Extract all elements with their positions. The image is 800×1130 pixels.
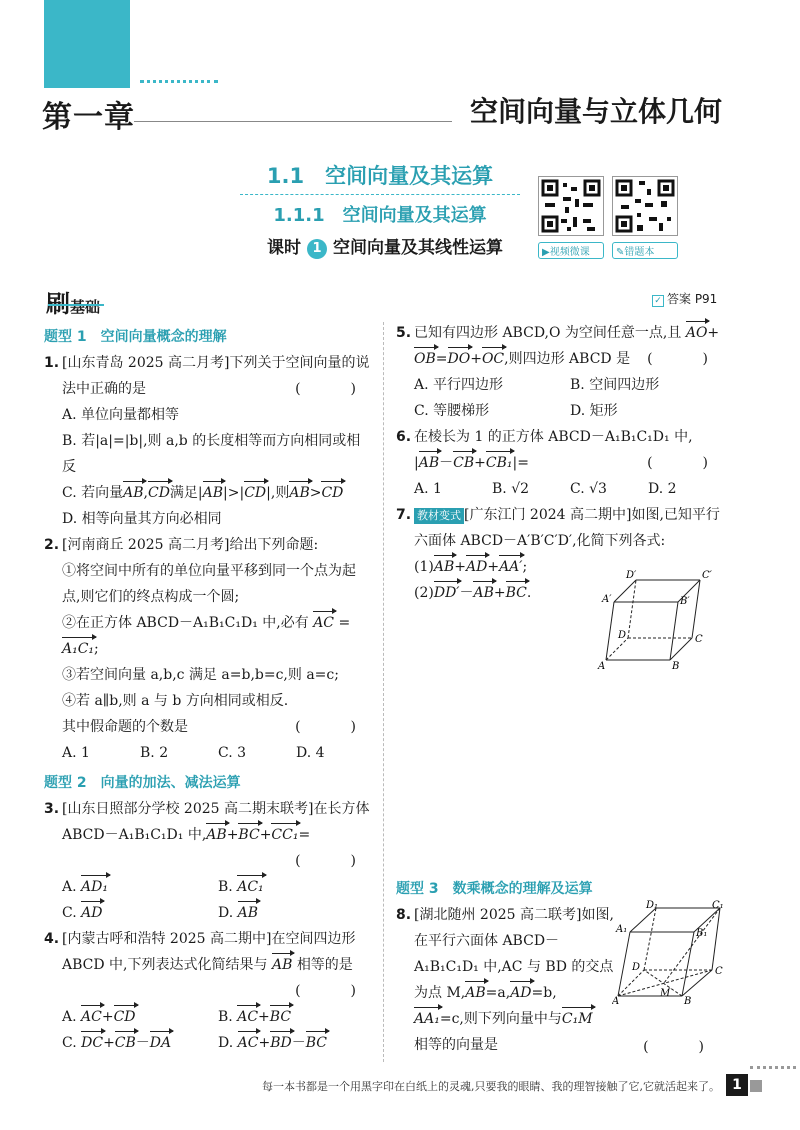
- vector-cc1: CC₁: [271, 822, 298, 848]
- plus: +: [454, 559, 466, 575]
- question-4: [44, 926, 374, 1004]
- question-number: 6.: [396, 429, 412, 445]
- option-a: [62, 1004, 218, 1030]
- vector-cd: CD: [244, 480, 266, 506]
- label-d: D: [632, 962, 641, 973]
- options-row: [44, 874, 374, 900]
- vector-cb1: CB₁: [486, 450, 513, 476]
- question-stem: [广东江门 2024 高二期中]如图,已知平行六面体 ABCD－A′B′C′D′,化简下列各式:: [414, 507, 720, 549]
- subsection-title: 1.1.1 空间向量及其运算: [273, 205, 487, 226]
- question-number: 3.: [44, 801, 60, 817]
- question-number: 1.: [44, 355, 60, 371]
- option-c: [62, 900, 218, 926]
- vector-cd: CD: [321, 480, 343, 506]
- footer-quote: 每一本书都是一个用黑字印在白纸上的灵魂,只要我的眼睛、我的理智接触了它,它就活起来了。: [262, 1080, 720, 1093]
- option-text: C. 若向量: [62, 485, 124, 501]
- answer-bracket-wrap: [643, 1034, 722, 1060]
- period: .: [526, 585, 532, 601]
- plus: +: [258, 1009, 270, 1025]
- lesson-prefix: 课时: [267, 238, 301, 258]
- chapter-title: 空间向量与立体几何: [469, 95, 722, 128]
- qr-video[interactable]: [538, 176, 604, 259]
- equals-c: =c,则下列向量中与: [439, 1011, 562, 1027]
- banner-brush: 刷: [46, 290, 70, 318]
- plus: +: [470, 351, 482, 367]
- option-c: C. 3: [218, 745, 247, 761]
- page-square: [750, 1080, 762, 1092]
- type-2-heading: 题型 2 向量的加法、减法运算: [44, 775, 241, 791]
- vector-ao: AO: [686, 320, 708, 346]
- check-icon: ✓: [652, 295, 664, 307]
- question-number: 5.: [396, 325, 412, 341]
- vector-c1m: C₁M: [562, 1006, 593, 1032]
- question-stem: 已知有四边形 ABCD,O 为空间任意一点,且: [414, 325, 682, 341]
- equals-b: =b,: [531, 985, 557, 1001]
- label-b-prime: B′: [680, 596, 690, 607]
- dotted-line: [140, 80, 218, 83]
- statement-text: ②在正方体 ABCD－A₁B₁C₁D₁ 中,必有: [62, 615, 309, 631]
- semicolon: ;: [94, 641, 99, 657]
- option-letter: A.: [62, 879, 77, 895]
- plus: +: [493, 585, 506, 601]
- option-c: C. 等腰梯形: [414, 403, 490, 419]
- option-letter: B.: [218, 1009, 233, 1025]
- option-b: [218, 1004, 374, 1030]
- statement-4: ④若 a∥b,则 a 与 b 方向相同或相反.: [62, 693, 289, 709]
- option-b: [218, 874, 374, 900]
- vector-ob: OB: [414, 346, 436, 372]
- textbook-variant-tag: 教材变式: [414, 508, 464, 524]
- option-d: D. 4: [296, 745, 325, 761]
- option-letter: C.: [62, 1035, 77, 1051]
- parallelepiped-figure-q7: [596, 566, 716, 672]
- answer-ref[interactable]: [652, 290, 717, 307]
- question-stem: [山东日照部分学校 2025 高二期末联考]在长方体 ABCD－A₁B₁C₁D₁ 中,: [62, 801, 370, 843]
- label-b1: B₁: [696, 928, 708, 939]
- vector-ab: AB: [289, 480, 309, 506]
- question-3: [44, 796, 374, 874]
- option-a: A. 平行四边形: [414, 377, 504, 393]
- minus: －: [291, 1035, 306, 1051]
- question-stem-end: ,则四边形 ABCD 是: [504, 351, 631, 367]
- label-a: A: [598, 661, 606, 672]
- question-2: [44, 532, 374, 558]
- vector: CD: [114, 1004, 136, 1030]
- option-letter: C.: [62, 905, 77, 921]
- basics-banner: [46, 284, 100, 319]
- vector-cb: CB: [453, 450, 474, 476]
- qr-code-icon: [612, 176, 678, 236]
- equals-a: =a,: [485, 985, 511, 1001]
- vector: AB: [473, 580, 493, 606]
- vector: DA: [150, 1030, 171, 1056]
- vector-ab: AB: [203, 480, 223, 506]
- qr-code-icon: [538, 176, 604, 236]
- vector: AC: [81, 1004, 102, 1030]
- vector: AA′: [499, 554, 522, 580]
- left-column: [44, 320, 374, 1056]
- vector: AD: [466, 554, 487, 580]
- right-column: [396, 320, 726, 606]
- options-row: [396, 476, 726, 502]
- answer-bracket: ( ): [647, 351, 726, 367]
- vector-cd: CD: [148, 480, 170, 506]
- label-d-prime: D′: [626, 570, 637, 581]
- qr-wrong[interactable]: [612, 176, 678, 259]
- question-number: 4.: [44, 931, 60, 947]
- option-b: B. √2: [492, 481, 530, 497]
- corner-decoration: [44, 0, 130, 88]
- question-6: [396, 424, 726, 476]
- option-d: D. 矩形: [570, 403, 618, 419]
- question-stem-end: 相等的是: [296, 957, 353, 973]
- answer-bracket: ( ): [295, 853, 374, 869]
- option-text: |,则: [266, 485, 290, 501]
- vector-ab: AB: [238, 900, 258, 926]
- column-divider: [383, 322, 384, 1062]
- options-row: [396, 398, 726, 424]
- page-number: 1: [726, 1074, 748, 1096]
- parallelepiped-figure-q8: [612, 900, 728, 1004]
- equals: =: [435, 351, 448, 367]
- option-letter: A.: [62, 1009, 77, 1025]
- options-row: [44, 1004, 374, 1030]
- label-a1: A₁: [616, 924, 628, 935]
- option-d: [218, 900, 374, 926]
- option-text: >: [309, 485, 322, 501]
- expr-number: (1): [414, 559, 434, 575]
- page-dots: [750, 1066, 796, 1069]
- plus: +: [101, 1009, 114, 1025]
- vector: BC: [506, 580, 527, 606]
- expr-number: (2): [414, 585, 434, 601]
- option-b: B. 若|a|=|b|,则 a,b 的长度相等而方向相同或相反: [62, 433, 361, 475]
- vector: BC: [270, 1004, 291, 1030]
- options-row: [396, 372, 726, 398]
- lesson-number: 1: [307, 239, 327, 259]
- option-a: [62, 874, 218, 900]
- vector-a1c1: A₁C₁: [62, 636, 94, 662]
- option-c: [44, 480, 374, 506]
- options-row: [44, 900, 374, 926]
- option-letter: D.: [218, 905, 234, 921]
- vector-ab: AB: [272, 952, 292, 978]
- label-d: D: [618, 630, 627, 641]
- option-c: C. √3: [570, 481, 607, 497]
- chapter-rule: [134, 121, 452, 122]
- equals: =: [338, 615, 351, 631]
- equals: =: [298, 827, 311, 843]
- options-row: [44, 1030, 374, 1056]
- question-stem: [内蒙古呼和浩特 2025 高二期中]在空间四边形 ABCD 中,下列表达式化简结果与: [62, 931, 356, 973]
- plus: +: [487, 559, 500, 575]
- label-c: C: [695, 634, 703, 645]
- type-3-heading: 题型 3 数乘概念的理解及运算: [396, 881, 593, 897]
- plus: +: [103, 1035, 115, 1051]
- vector: AC: [237, 1004, 258, 1030]
- vector: BD: [270, 1030, 292, 1056]
- statement-2: [44, 610, 374, 662]
- vector-aa1: AA₁: [414, 1006, 440, 1032]
- answer-bracket: ( ): [295, 719, 374, 735]
- option-d: D. 相等向量其方向必相同: [62, 511, 222, 527]
- label-b: B: [672, 661, 680, 672]
- option-a: A. 1: [414, 481, 442, 497]
- answer-text: 答案 P91: [667, 292, 718, 306]
- lesson-title: [240, 233, 530, 259]
- label-c: C: [715, 966, 723, 977]
- question-2-ask: [44, 714, 374, 740]
- vector-ab: AB: [419, 450, 439, 476]
- qr-wrong-label: ✎错题本: [612, 242, 678, 259]
- answer-bracket: ( ): [295, 381, 374, 397]
- answer-bracket: ( ): [643, 1039, 722, 1055]
- option-letter: D.: [218, 1035, 234, 1051]
- option-b: B. 空间四边形: [570, 377, 660, 393]
- options-row: [44, 740, 374, 766]
- qr-video-text: 视频微课: [549, 247, 590, 258]
- minus: －: [439, 455, 454, 471]
- qr-wrong-text: 错题本: [624, 247, 655, 258]
- question-number: 2.: [44, 537, 60, 553]
- answer-bracket: ( ): [647, 455, 726, 471]
- label-b: B: [684, 996, 692, 1004]
- vector-ab: AB: [465, 980, 485, 1006]
- option-text: ,: [143, 485, 148, 501]
- vector-ab: AB: [206, 822, 226, 848]
- vector-ab: AB: [123, 480, 143, 506]
- question-stem-end: 相等的向量是: [414, 1037, 498, 1053]
- vector-ac: AC: [313, 610, 334, 636]
- plus: +: [259, 827, 272, 843]
- vector-bc: BC: [238, 822, 259, 848]
- vector: DC: [81, 1030, 103, 1056]
- option-b: B. 2: [140, 745, 169, 761]
- option-a: A. 单位向量都相等: [62, 407, 180, 423]
- vector-ad1: AD₁: [81, 874, 108, 900]
- vector: BC: [306, 1030, 327, 1056]
- answer-bracket: ( ): [295, 983, 374, 999]
- question-number: 7.: [396, 507, 412, 523]
- chapter-number: 第一章: [42, 100, 135, 135]
- label-d1: D₁: [646, 900, 659, 911]
- question-stem: [湖北随州 2025 高二联考]如图,在平行六面体 ABCD－A₁B₁C₁D₁ 中,AC 与 BD 的交点为点 M,: [414, 907, 614, 1001]
- option-d: D. 2: [648, 481, 677, 497]
- plus: +: [258, 1035, 271, 1051]
- vector-do: DO: [448, 346, 471, 372]
- vector: CB: [115, 1030, 136, 1056]
- label-c-prime: C′: [702, 570, 712, 581]
- question-stem: [山东青岛 2025 高二月考]下列关于空间向量的说法中正确的是: [62, 355, 370, 397]
- question-7: [396, 502, 726, 554]
- label-m: M: [660, 988, 671, 999]
- option-a: A. 1: [62, 745, 90, 761]
- semicolon: ;: [522, 559, 528, 575]
- equals: |=: [512, 455, 529, 471]
- vector: DD′: [434, 580, 460, 606]
- label-c1: C₁: [712, 900, 724, 911]
- option-d: [218, 1030, 374, 1056]
- vector-ac1: AC₁: [237, 874, 263, 900]
- question-stem: [河南商丘 2025 高二月考]给出下列命题:: [62, 537, 319, 553]
- statement-1: ①将空间中所有的单位向量平移到同一个点为起点,则它们的终点构成一个圆;: [62, 563, 356, 605]
- lesson-name: 空间向量及其线性运算: [333, 238, 503, 258]
- option-text: |>|: [223, 485, 245, 501]
- question-number: 8.: [396, 907, 412, 923]
- label-a: A: [612, 996, 620, 1004]
- statement-3: ③若空间向量 a,b,c 满足 a=b,b=c,则 a=c;: [62, 667, 339, 683]
- minus: －: [459, 585, 474, 601]
- abs-bar: |: [414, 455, 419, 471]
- question-1: [44, 350, 374, 402]
- option-letter: B.: [218, 879, 233, 895]
- minus: －: [135, 1035, 150, 1051]
- vector: AC: [238, 1030, 259, 1056]
- option-c: [62, 1030, 218, 1056]
- type-1-heading: 题型 1 空间向量概念的理解: [44, 329, 227, 345]
- plus: +: [474, 455, 486, 471]
- banner-underline: [48, 304, 104, 306]
- vector: AB: [434, 554, 454, 580]
- plus: +: [707, 325, 720, 341]
- qr-video-label: ▶视频微课: [538, 242, 604, 259]
- question-5: [396, 320, 726, 372]
- section-title: 1.1 空间向量及其运算: [240, 160, 520, 195]
- vector-oc: OC: [482, 346, 504, 372]
- option-text: 满足|: [169, 485, 203, 501]
- label-a-prime: A′: [602, 594, 612, 605]
- question-ask: 其中假命题的个数是: [62, 719, 188, 735]
- vector-ad: AD: [81, 900, 102, 926]
- vector-ad: AD: [510, 980, 531, 1006]
- question-stem: 在棱长为 1 的正方体 ABCD－A₁B₁C₁D₁ 中,: [414, 429, 693, 445]
- banner-basics: 基础: [70, 298, 101, 316]
- plus: +: [226, 827, 239, 843]
